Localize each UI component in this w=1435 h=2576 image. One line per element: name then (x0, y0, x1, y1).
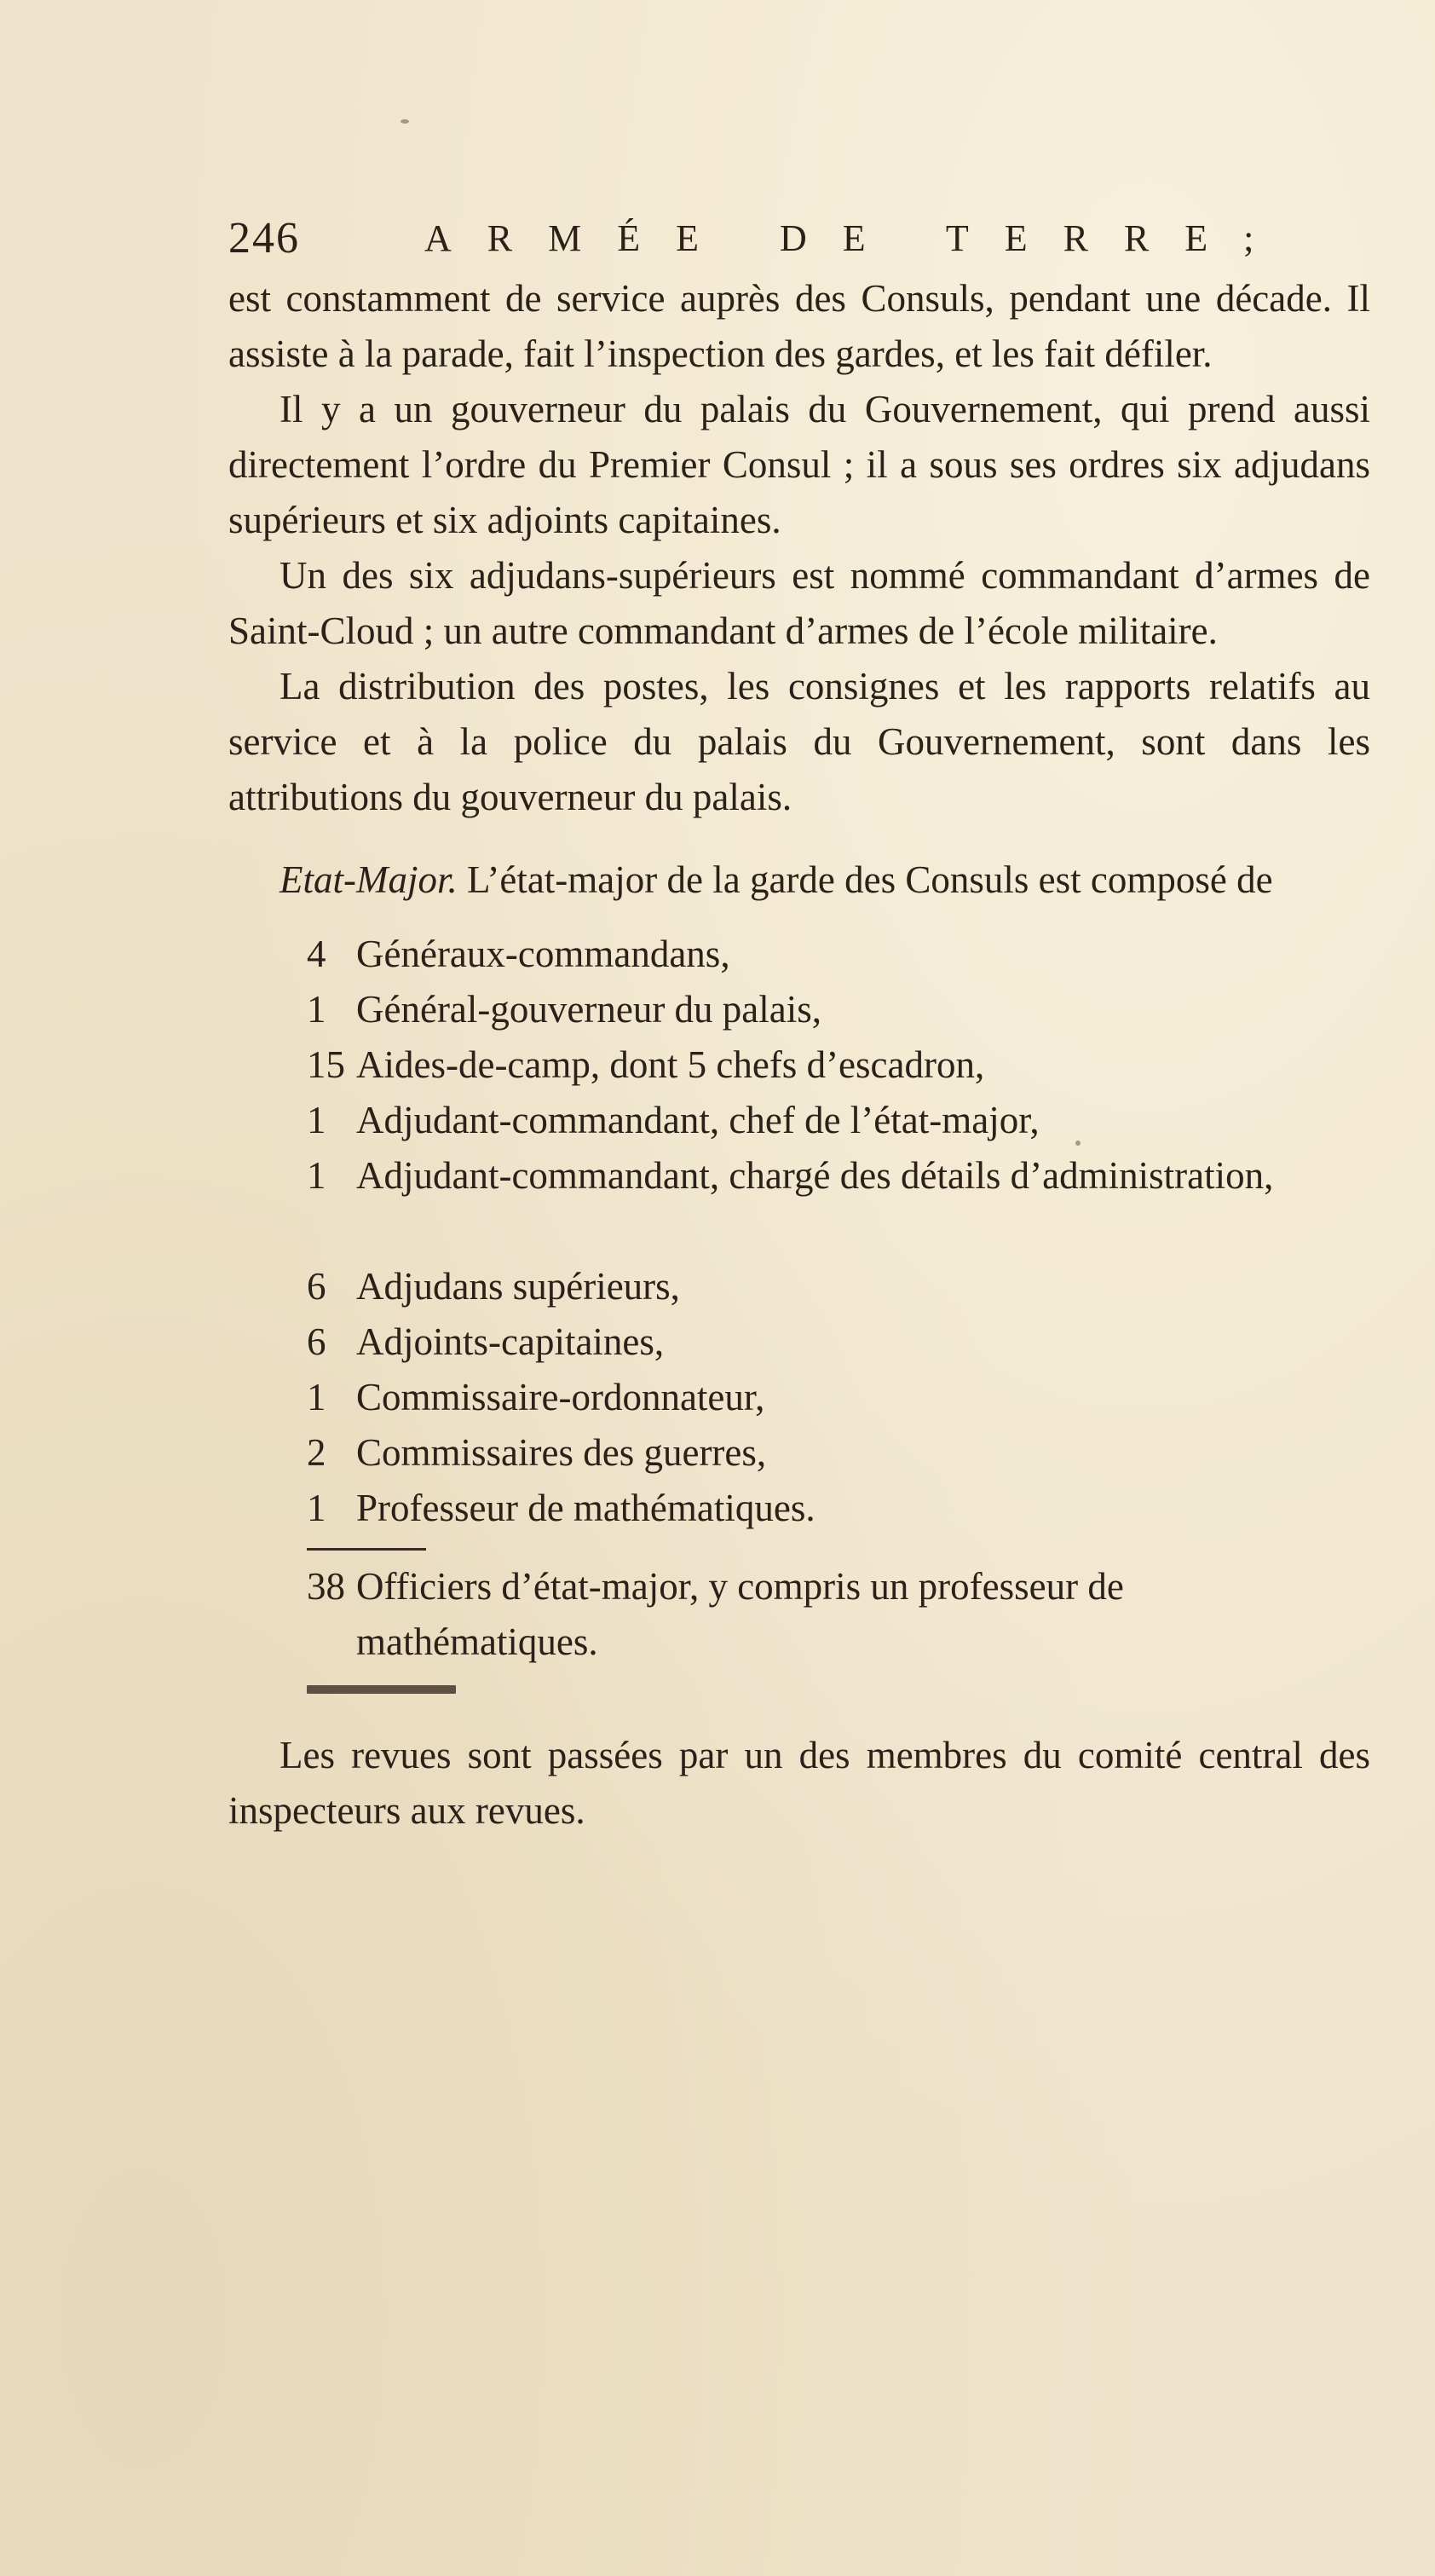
list-item-label: Généraux-commandans, (356, 933, 730, 975)
list-item-count: 4 (307, 933, 326, 975)
list-item-label: Commissaire-ordonnateur, (356, 1376, 765, 1418)
list-item-count: 2 (307, 1431, 326, 1474)
list-item-label: Commissaires des guerres, (356, 1431, 767, 1474)
total-label: Officiers d’état-major, y compris un professeur de mathématiques. (356, 1565, 1124, 1663)
list-item (307, 1481, 1370, 1536)
list-item (307, 1148, 1370, 1259)
list-item-count: 6 (307, 1265, 326, 1308)
running-title: ARMÉE DE TERRE; (424, 217, 1290, 259)
paragraph-3: Un des six adjudans-supérieurs est nommé commandant d’armes de Saint-Cloud ; un autre commandant d’armes de l’école militaire. (228, 554, 1370, 652)
list-item-label: Adjudant-commandant, chargé des détails d’administration, (356, 1154, 1274, 1197)
etat-major-intro: L’état-major de la garde des Consuls est composé de (457, 858, 1273, 901)
section-label-etat-major: Etat-Major. (280, 858, 458, 901)
list-item-label: Professeur de mathématiques. (356, 1487, 815, 1529)
list-item-label: Adjudans supérieurs, (356, 1265, 680, 1308)
list-item (307, 927, 1370, 982)
list-item (307, 1425, 1370, 1481)
total-count: 38 (307, 1565, 345, 1608)
list-item (307, 1093, 1370, 1148)
list-item-label: Adjudant-commandant, chef de l’état-major, (356, 1099, 1040, 1141)
staff-list (307, 927, 1370, 1694)
list-item (307, 1037, 1370, 1093)
list-item-count: 1 (307, 1376, 326, 1418)
list-item-count: 15 (307, 1043, 345, 1086)
ink-speck (1075, 1141, 1081, 1146)
paragraph-4: La distribution des postes, les consignes et les rapports relatifs au service et à la police du palais du Gouvernement, sont dans les attributions du gouverneur du palais. (228, 665, 1370, 818)
ink-speck (401, 119, 409, 124)
list-item-count: 6 (307, 1320, 326, 1363)
list-item-label: Aides-de-camp, dont 5 chefs d’escadron, (356, 1043, 985, 1086)
list-item (307, 1314, 1370, 1370)
list-item-count: 1 (307, 988, 326, 1031)
list-item (307, 1259, 1370, 1314)
list-item-count: 1 (307, 1099, 326, 1141)
page-header (228, 209, 1290, 277)
paragraph-2: Il y a un gouverneur du palais du Gouvernement, qui prend aussi directement l’ordre du Premier Consul ; il a sous ses ordres six adjudans supérieurs et six adjoints capitaines. (228, 388, 1370, 541)
list-item-count: 1 (307, 1154, 326, 1197)
paragraph-1: est constamment de service auprès des Consuls, pendant une décade. Il assiste à la parade, fait l’inspection des gardes, et les fait défiler. (228, 277, 1370, 375)
total-row (307, 1559, 1370, 1670)
list-item-count: 1 (307, 1487, 326, 1529)
paragraph-etat-major (228, 852, 1370, 908)
list-item-label: Adjoints-capitaines, (356, 1320, 665, 1363)
list-item-label: Général-gouverneur du palais, (356, 988, 822, 1031)
list-item (307, 1370, 1370, 1425)
section-rule (307, 1685, 456, 1694)
body-text (228, 271, 1370, 1839)
page-number: 246 (228, 214, 300, 263)
paragraph-closing: Les revues sont passées par un des membres du comité central des inspecteurs aux revues. (228, 1734, 1370, 1832)
list-item (307, 982, 1370, 1037)
sum-rule (307, 1548, 426, 1551)
